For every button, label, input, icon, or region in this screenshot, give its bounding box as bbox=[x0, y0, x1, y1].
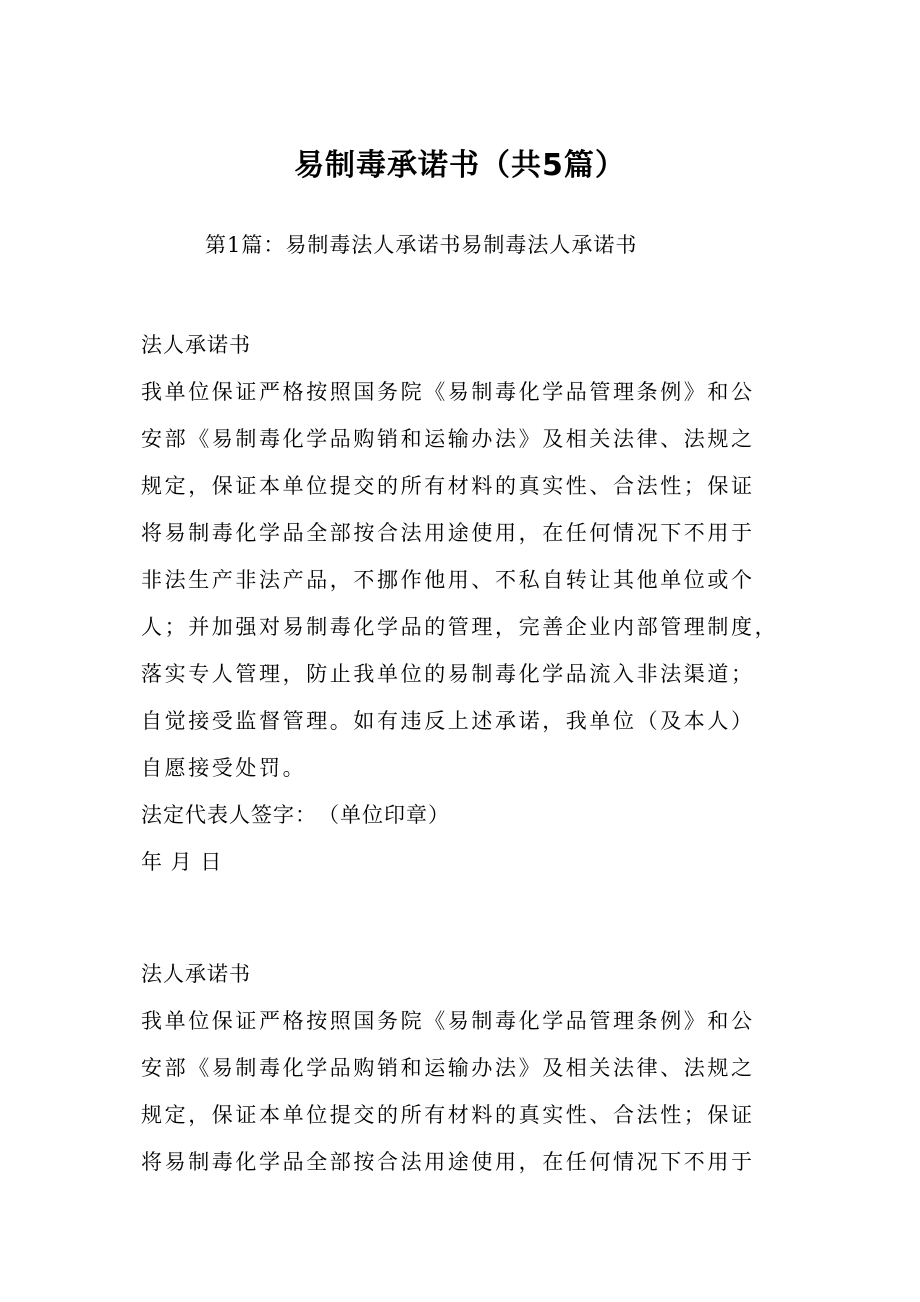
letter-heading: 法人承诺书 bbox=[141, 962, 251, 986]
signature-line: 法定代表人签字： （单位印章） bbox=[141, 803, 450, 827]
section-subtitle: 第1篇：易制毒法人承诺书易制毒法人承诺书 bbox=[205, 233, 638, 257]
body-line: 将易制毒化学品全部按合法用途使用，在任何情况下不用于 bbox=[141, 1150, 755, 1174]
body-line: 规定，保证本单位提交的所有材料的真实性、合法性；保证 bbox=[141, 1103, 755, 1127]
body-line: 安部《易制毒化学品购销和运输办法》及相关法律、法规之 bbox=[141, 1056, 755, 1080]
body-line: 自觉接受监督管理。如有违反上述承诺，我单位（及本人） bbox=[141, 709, 755, 733]
body-line: 将易制毒化学品全部按合法用途使用，在任何情况下不用于 bbox=[141, 521, 755, 545]
body-line: 自愿接受处罚。 bbox=[141, 756, 307, 780]
body-line: 我单位保证严格按照国务院《易制毒化学品管理条例》和公 bbox=[141, 1009, 755, 1033]
date-line: 年 月 日 bbox=[141, 850, 223, 874]
body-line: 非法生产非法产品，不挪作他用、不私自转让其他单位或个 bbox=[141, 568, 755, 592]
body-line: 人；并加强对易制毒化学品的管理，完善企业内部管理制度， bbox=[141, 615, 779, 639]
body-line: 安部《易制毒化学品购销和运输办法》及相关法律、法规之 bbox=[141, 427, 755, 451]
body-line: 落实专人管理，防止我单位的易制毒化学品流入非法渠道； bbox=[141, 662, 755, 686]
body-line: 我单位保证严格按照国务院《易制毒化学品管理条例》和公 bbox=[141, 380, 755, 404]
commitment-letter-1 bbox=[141, 322, 801, 886]
letter-heading: 法人承诺书 bbox=[141, 333, 251, 357]
commitment-letter-2 bbox=[141, 951, 801, 1186]
body-line: 规定，保证本单位提交的所有材料的真实性、合法性；保证 bbox=[141, 474, 755, 498]
document-title: 易制毒承诺书（共5篇） bbox=[294, 148, 626, 183]
